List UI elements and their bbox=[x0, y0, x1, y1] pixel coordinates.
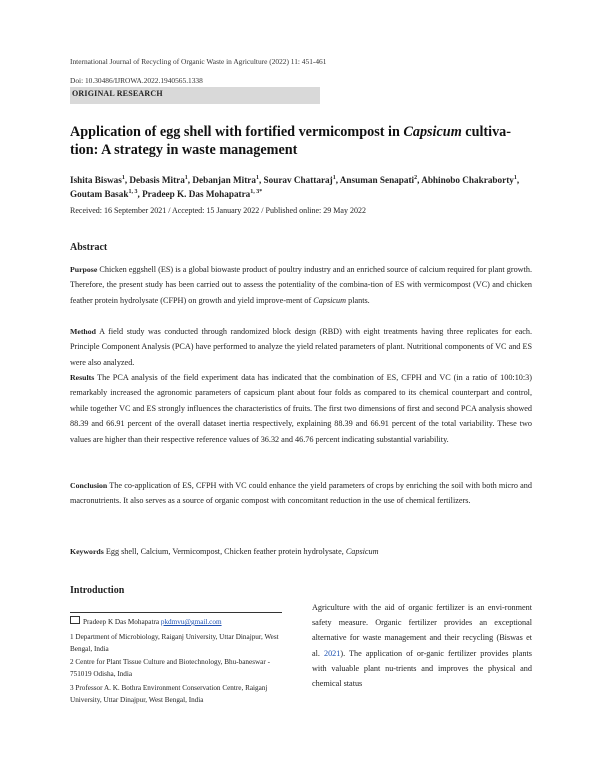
doi: Doi: 10.30486/IJROWA.2022.1940565.1338 bbox=[70, 76, 203, 85]
author: Abhinobo Chakraborty$^1$, bbox=[421, 175, 520, 186]
affiliation-1: 1 Department of Microbiology, Raiganj University, Uttar Dinajpur, West Bengal, India bbox=[70, 633, 279, 653]
keywords: Keywords Egg shell, Calcium, Vermicompost, Chicken feather protein hydrolysate, Capsicum bbox=[70, 547, 379, 556]
abstract-purpose: Purpose Chicken eggshell (ES) is a global biowaste product of poultry industry and an enriched source of calcium required for plant growth. Therefore, the present study has been carried out to assess the potentiality of the combina-tion of ES with vermicompost (VC) and chicken feather protein hydrolysate (CFPH) on growth and yield improve-ment of Capsicum plants. bbox=[70, 265, 532, 305]
abstract-results: Results The PCA analysis of the field experiment data has indicated that the combination of ES, CFPH and VC (in a ratio of 100:10:3) remarkably increased the agronomic parameters of capsicum plant about four folds as compared to its chemical counterpart and control, while together VC and ES strongly influences the characteristics of fruits. The first two dimensions of first and second PCA analysis showed 88.39 and 66.91 percent of the overall dataset inertia respectively, explaining 88.39 and 66.91 percent of the total variability. These two values are higher than their respective reference values of 36.32 and 46.76 percent indicating substantial variability. bbox=[70, 373, 532, 444]
corresponding-author: Pradeep K Das Mohapatra pkdmvu@gmail.com bbox=[70, 616, 282, 629]
introduction-text: Agriculture with the aid of organic fertilizer is an envi-ronment safety measure. Organic fertilizer provides an exceptional alternative for waste management and their recycling (Biswas et al. 2021). The application of or-ganic fertilizer provides plants with valuable plant nu-trients and improves the physical and chemical status bbox=[312, 603, 532, 689]
keywords-label: Keywords bbox=[70, 547, 104, 556]
author-list bbox=[70, 172, 532, 200]
title-text: Application of egg shell with fortified vermicompost in bbox=[70, 124, 404, 140]
author: Debasis Mitra$^1$, bbox=[129, 175, 193, 186]
email-link[interactable]: pkdmvu@gmail.com bbox=[160, 618, 222, 626]
method-label: Method bbox=[70, 327, 96, 336]
title-text-end: cultiva-tion: A strategy in waste management bbox=[70, 124, 511, 158]
section-label: ORIGINAL RESEARCH bbox=[72, 89, 163, 98]
abstract-heading: Abstract bbox=[70, 242, 108, 253]
journal-citation: International Journal of Recycling of Organic Waste in Agriculture (2022) 11: 451-461 bbox=[70, 57, 327, 66]
citation-link[interactable]: 2021 bbox=[323, 648, 341, 658]
author: Goutam Basak$^{1, 3}$, bbox=[70, 189, 143, 200]
author: Ansuman Senapati$^2$, bbox=[339, 175, 422, 186]
introduction-heading: Introduction bbox=[70, 585, 125, 596]
conclusion-label: Conclusion bbox=[70, 481, 108, 490]
title-italic: Capsicum bbox=[403, 124, 462, 140]
affiliation-2: 2 Centre for Plant Tissue Culture and Biotechnology, Bhu-baneswar - 751019 Odisha, India bbox=[70, 658, 270, 678]
article-title bbox=[70, 123, 532, 159]
publication-dates: Received: 16 September 2021 / Accepted: 15 January 2022 / Published online: 29 May 2022 bbox=[70, 206, 366, 215]
footnote-divider bbox=[70, 612, 282, 613]
abstract-conclusion: Conclusion The co-application of ES, CFPH with VC could enhance the yield parameters of crops by enriching the soil with both micro and macronutrients. It also serves as a source of organic compost with concomitant reduction in the use of chemical fertilizers. bbox=[70, 481, 532, 506]
author: Sourav Chattaraj$^1$, bbox=[263, 175, 340, 186]
author: Pradeep K. Das Mohapatra$^{1, 3*}$ bbox=[142, 189, 263, 200]
results-label: Results bbox=[70, 373, 95, 382]
abstract-method: Method A field study was conducted through randomized block design (RBD) with eight treatments having three replicates for each. Principle Component Analysis (PCA) have performed to analyze the yield related parameters of plant. Nutritional components of VC and ES were also analyzed. bbox=[70, 327, 532, 367]
affiliation-3: 3 Professor A. K. Bothra Environment Conservation Centre, Raiganj University, Uttar Dinajpur, West Bengal, India bbox=[70, 684, 268, 704]
author: Debanjan Mitra$^1$, bbox=[192, 175, 264, 186]
purpose-label: Purpose bbox=[70, 265, 98, 274]
envelope-icon bbox=[70, 616, 80, 624]
author: Ishita Biswas$^1$, bbox=[70, 175, 130, 186]
